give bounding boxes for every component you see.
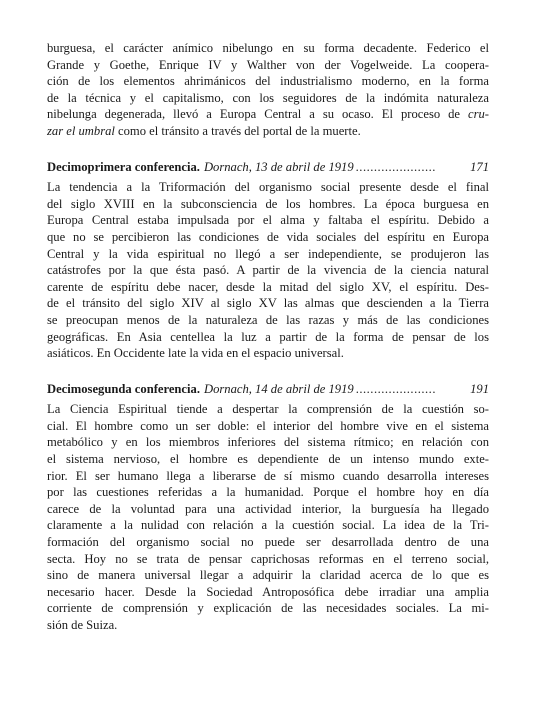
lecture-summary xyxy=(47,401,489,633)
text-line: La Ciencia Espiritual tiende a despertar la comprensión de la cuestión so- xyxy=(47,402,489,417)
text-line: formación del organismo social no puede ser desarrollada dentro de una xyxy=(47,535,489,550)
text-line: se preocupan menos de la naturaleza de las razas y más de las condiciones xyxy=(47,312,489,327)
lecture-section-11 xyxy=(47,159,489,362)
leader-dots: ...................... xyxy=(355,159,436,174)
text-line: metabólico y en los miembros inferiores del sistema rítmico; en relación con xyxy=(47,435,489,450)
text-line: ción de los elementos ahrimánicos del industrialismo moderno, en la forma xyxy=(47,74,489,89)
lecture-heading xyxy=(47,381,489,398)
page-number: 171 xyxy=(470,159,489,174)
italic-term: cru- xyxy=(468,107,489,122)
italic-term-head: zar xyxy=(47,123,64,138)
text-line: sino de manera universal llegar a adquirir la claridad acerca de lo que es xyxy=(47,568,489,583)
text-line: claramente a la nulidad con relación a la cuestión social. La idea de la Tri- xyxy=(47,518,489,533)
text-line: sión de Suiza. xyxy=(47,618,118,632)
text-line: de el tránsito del siglo XIV al siglo XV las almas que descienden a la Tierra xyxy=(47,296,489,311)
italic-term xyxy=(47,124,115,138)
text-line: carente de espíritu debe nacer, desde la mitad del siglo XV, el espíritu. Des- xyxy=(47,279,489,294)
italic-term-tail: el umbral xyxy=(66,123,115,138)
text-line: del siglo XVIII en la subconsciencia de los hombres. La época burguesa en xyxy=(47,196,489,211)
intro-paragraph xyxy=(47,40,489,140)
text-line: geográficas. En Asia centellea la luz a partir de la forma de pensar de los xyxy=(47,329,489,344)
text-line: carece de la voluntad para una actividad interior, la burguesía ha llegado xyxy=(47,501,489,516)
text-line: secta. Hoy no se trata de pensar caprichosas reformas en el terreno social, xyxy=(47,551,489,566)
text-line: necesario hacer. Desde la Sociedad Antroposófica debe irradiar una amplia xyxy=(47,584,489,599)
text-line: cial. El hombre como un ser doble: el interior del hombre vive en el sistema xyxy=(47,418,489,433)
text-line: catástrofes por la que ésta pasó. A partir de la vivencia de la ciencia natural xyxy=(47,263,489,278)
lecture-section-12 xyxy=(47,381,489,634)
lecture-title: Decimosegunda conferencia. xyxy=(47,381,200,396)
lecture-title: Decimoprimera conferencia. xyxy=(47,159,200,174)
lecture-place-date: Dornach, 13 de abril de 1919 xyxy=(203,159,354,174)
text-line: Grande y Goethe, Enrique IV y Walther von der Vogelweide. La coopera- xyxy=(47,57,489,72)
lecture-summary xyxy=(47,179,489,362)
text-line: La tendencia a la Triformación del organismo social presente desde el final xyxy=(47,180,489,195)
text-line xyxy=(47,106,489,123)
text-line: burguesa, el carácter anímico nibelungo en su forma decadente. Federico el xyxy=(47,41,489,55)
page-number: 191 xyxy=(470,381,489,396)
text-line xyxy=(47,123,489,140)
lecture-place-date: Dornach, 14 de abril de 1919 xyxy=(203,381,354,396)
text-line: Europa Central estaba impulsada por el alma y faltaba el espíritu. Debido a xyxy=(47,213,489,228)
text-line: corriente de comprensión y explicación de las necesidades sociales. La mi- xyxy=(47,601,489,616)
text-segment: nibelunga degenerada, llevó a Europa Central a su ocaso. El proceso de xyxy=(47,107,461,122)
text-line: asiáticos. En Occidente late la vida en el espacio universal. xyxy=(47,346,344,361)
text-line: rior. El ser humano llega a liberarse de sí mismo cuando desarrolla intereses xyxy=(47,468,489,483)
text-line: Central y la vida espiritual no llegó a ser independiente, se produjeron las xyxy=(47,246,489,261)
document-page xyxy=(47,40,489,634)
leader-dots: ...................... xyxy=(355,381,436,396)
text-line: de la técnica y el capitalismo, con los seguidores de la indómita naturaleza xyxy=(47,90,489,105)
text-line: el sistema nervioso, el hombre es dependiente de un intenso mundo exte- xyxy=(47,452,489,467)
text-line: por las cuestiones referidas a la humanidad. Porque el hombre hoy en día xyxy=(47,485,489,500)
lecture-heading xyxy=(47,159,489,176)
text-line: que no se percibieron las condiciones de vida sociales del espíritu en Europa xyxy=(47,229,489,244)
text-segment: como el tránsito a través del portal de la muerte. xyxy=(114,123,361,138)
